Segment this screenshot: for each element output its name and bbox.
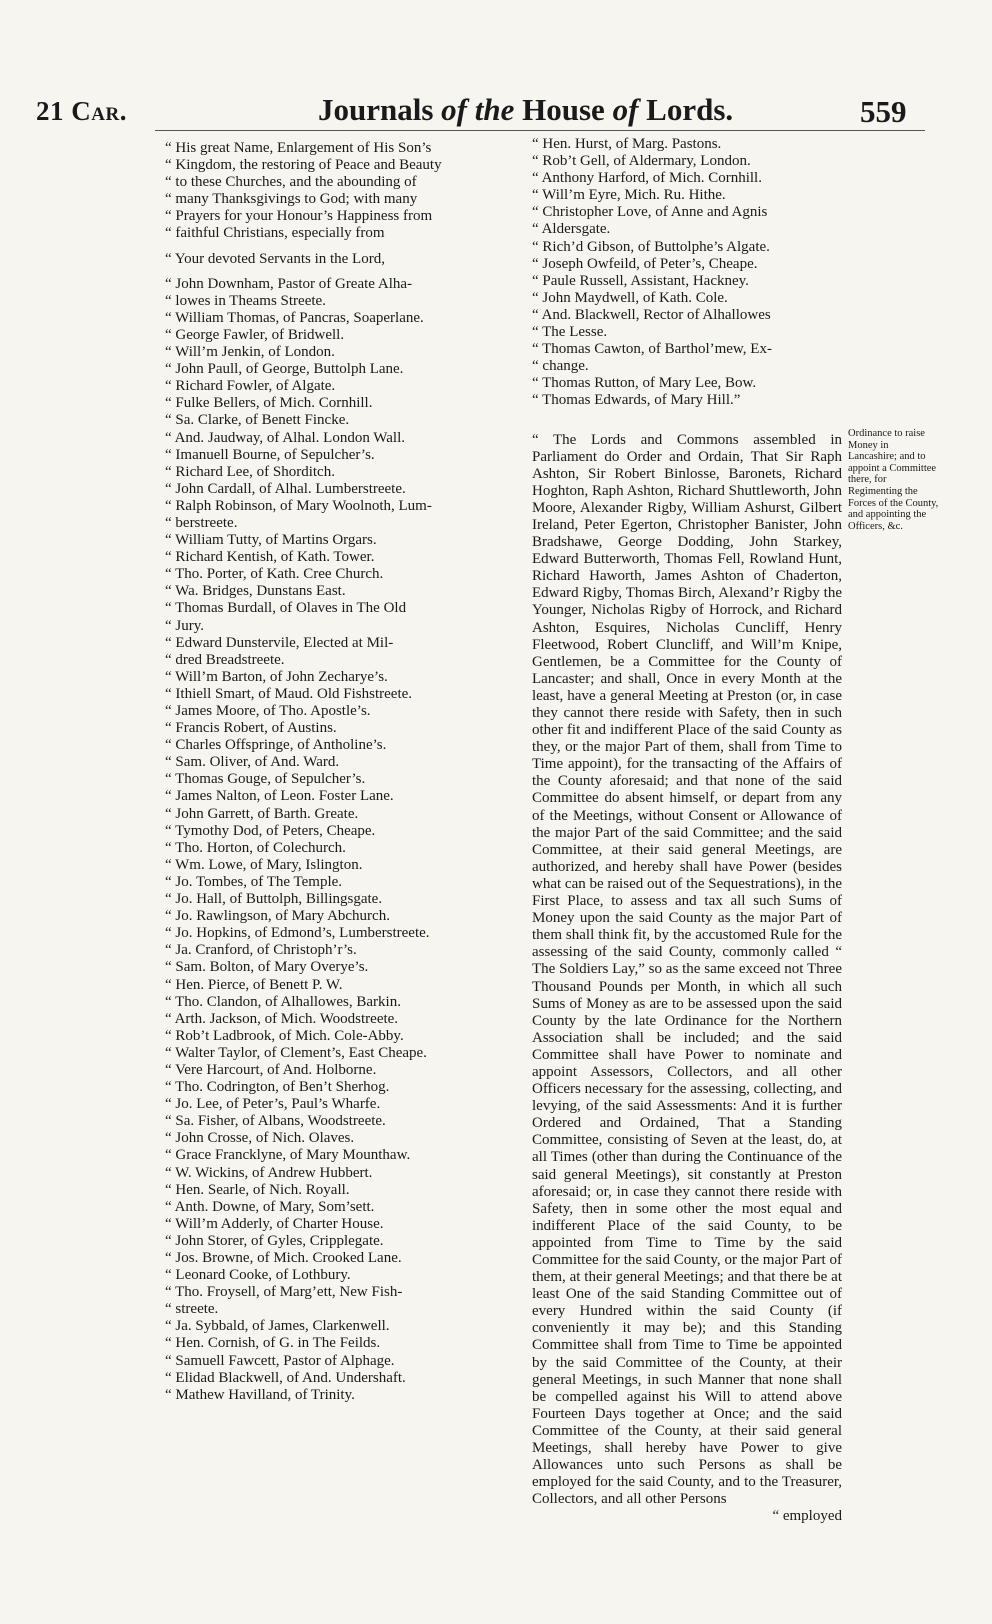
signatory-line: “ William Thomas, of Pancras, Soaperlane. (165, 309, 424, 326)
spacer (532, 410, 842, 432)
signatory-line: “ Jos. Browne, of Mich. Crooked Lane. (165, 1250, 402, 1266)
signatory-line: “ Will’m Jenkin, of London. (165, 344, 335, 361)
signatory-line: “ Fulke Bellers, of Mich. Cornhill. (165, 395, 373, 412)
signatory-line: “ And. Blackwell, Rector of Alhallowes (532, 306, 771, 323)
signatory-line: “ Hen. Hurst, of Marg. Pastons. (532, 136, 722, 152)
signatory-line: “ Tho. Codrington, of Ben’t Sherhog. (165, 1079, 390, 1096)
signatory-line: “ John Maydwell, of Kath. Cole. (532, 289, 728, 306)
signatory-line: “ Hen. Cornish, of G. in The Feilds. (165, 1335, 381, 1352)
signatory-line: “ W. Wickins, of Andrew Hubbert. (165, 1164, 373, 1181)
signatory-line: “ dred Breadstreete. (165, 651, 285, 668)
signatory-line: “ Ja. Sybbald, of James, Clarkenwell. (165, 1318, 390, 1335)
signatory-line: “ Sam. Oliver, of And. Ward. (165, 754, 340, 771)
signatory-line: “ Thomas Edwards, of Mary Hill.” (532, 392, 741, 409)
running-title-the: the (474, 92, 515, 127)
signatory-line: “ Walter Taylor, of Clement’s, East Cheape. (165, 1044, 427, 1061)
signatory-line: “ Thomas Gouge, of Sepulcher’s. (165, 771, 366, 788)
signatory-line: “ Jo. Tombes, of The Temple. (165, 873, 343, 890)
signatory-line: “ berstreete. (165, 514, 238, 531)
running-title-lords: Lords. (646, 92, 734, 127)
signatory-line: “ Sam. Bolton, of Mary Overye’s. (165, 959, 369, 976)
signatory-line: “ Paule Russell, Assistant, Hackney. (532, 272, 749, 289)
signatory-line: “ Grace Francklyne, of Mary Mounthaw. (165, 1147, 411, 1164)
signatory-line: “ John Crosse, of Nich. Olaves. (165, 1130, 355, 1147)
signatory-line: “ lowes in Theams Streete. (165, 292, 326, 309)
signatory-line: “ Rob’t Ladbrook, of Mich. Cole-Abby. (165, 1027, 404, 1044)
running-title (318, 92, 733, 128)
running-title-of-2: of (612, 92, 639, 127)
signatory-line: “ Jo. Hall, of Buttolph, Billingsgate. (165, 891, 383, 908)
signatory-line: “ John Downham, Pastor of Greate Alha- (165, 275, 413, 292)
ordinance-paragraph: “ The Lords and Commons assembled in Parliament do Order and Ordain, That Sir Raph Ashton, Sir Robert Binlosse, Baronets, Richard Hoghton, Raph Ashton, Richard Shuttleworth, John Moore, Alexander Rigby, William Ashurst, Gilbert Ireland, Peter Egerton, Christopher Banister, John Bradshawe, George Dodding, John Starkey, Edward Butterworth, Thomas Fell, Rowland Hunt, Richard Haworth, James Ashton of Chaderton, Edward Rigby, Thomas Birch, Alexand’r Rigby the Younger, Nicholas Rigby of Horrock, and Richard Ashton, Esquires, Nicholas Cuncliff, Henry Fleetwood, Robert Cluncliff, and Will’m Knipe, Gentlemen, be a Committee for the County of Lancaster; and shall, Once in every Month at the least, have a general Meeting at Preston (or, in case they cannot there reside with Safety, then in such other fit and indifferent Place of the said County as they, or the major Part of them, shall from Time to Time appoint), for the transacting of the Affairs of the County aforesaid; and that none of the said Committee do absent himself, or depart from any of the Meetings, without Consent or Allowance of the major Part of the said Committee; and the said Committee, at their said general Meetings, are authorized, and hereby shall have Power (besides what can be raised out of the Sequestrations), in the First Place, to assess and tax all such Sums of Money upon the said County as the major Part of them shall think fit, by the accustomed Rule for the assessing of the said County, commonly called “ The Soldiers Lay,” so as the same exceed not Three Thousand Pounds per Month, in which all such Sums of Money as are to be assessed upon the said County by the late Ordinance for the Northern Association shall be included; and the said Committee shall have Power to nominate and appoint Assessors, Collectors, and all other Officers necessary for the assessing, collecting, and levying, of the said Assessments: And it is further Ordered and Ordained, That a Standing Committee, consisting of Seven at the least, do, at all Times (other than during the Continuance of the said general Meetings), sit constantly at Preston aforesaid; or, in case they cannot there reside with Safety, then in some other the most equal and indifferent Place of the said County, to be appointed from Time to Time by the said Committee for the said County, or the major Part of them, at their general Meetings; and that there be at least One of the said Standing Committee out of every Hundred within the said County (if conveniently it may be); and this Standing Committee shall from Time to Time be appointed by the said Committee of the County, at their general Meetings, in such Manner that none shall be compelled against his Will to attend above Fourteen Days together at Once; and the said Committee of the County, at their said general Meetings, shall hereby have Power to give Allowances unto such Persons as shall be employed for the said County, and to the Treasurer, Collectors, and all other Persons (532, 431, 842, 1508)
signatory-line: “ James Nalton, of Leon. Foster Lane. (165, 788, 394, 805)
salutation-line: “ Your devoted Servants in the Lord, (165, 250, 385, 267)
signatory-line: “ Edward Dunstervile, Elected at Mil- (165, 634, 394, 651)
signatory-line: “ Rich’d Gibson, of Buttolphe’s Algate. (532, 238, 770, 255)
signatory-line: “ The Lesse. (532, 324, 608, 341)
signatory-line: “ Will’m Eyre, Mich. Ru. Hithe. (532, 187, 726, 204)
signatory-line: “ John Cardall, of Alhal. Lumberstreete. (165, 480, 406, 497)
intro-line: “ His great Name, Enlargement of His Son’s (165, 140, 432, 156)
signatory-line: “ Aldersgate. (532, 221, 611, 238)
right-signatory-list (532, 136, 842, 410)
signatory-line: “ Tymothy Dod, of Peters, Cheape. (165, 822, 376, 839)
intro-line: “ faithful Christians, especially from (165, 225, 385, 242)
signatory-line: “ Jo. Lee, of Peter’s, Paul’s Wharfe. (165, 1096, 381, 1113)
signatory-line: “ Vere Harcourt, of And. Holborne. (165, 1061, 377, 1078)
signatory-line: “ Tho. Porter, of Kath. Cree Church. (165, 566, 384, 583)
running-title-of: of (441, 92, 467, 127)
signatory-line: “ Richard Fowler, of Algate. (165, 378, 336, 395)
signatory-line: “ Thomas Cawton, of Barthol’mew, Ex- (532, 341, 772, 358)
signatory-line: “ Samuell Fawcett, Pastor of Alphage. (165, 1352, 395, 1369)
signatory-line: “ Francis Robert, of Austins. (165, 720, 337, 737)
running-title-house: House (522, 92, 605, 127)
regnal-year-header: 21 Car. (36, 96, 127, 126)
signatory-line: “ Ja. Cranford, of Christoph’r’s. (165, 942, 357, 959)
signatory-line: “ Tho. Froysell, of Marg’ett, New Fish- (165, 1284, 403, 1301)
signatory-line: “ Ithiell Smart, of Maud. Old Fishstreete. (165, 685, 413, 702)
signatory-line: “ Mathew Havilland, of Trinity. (165, 1386, 355, 1403)
signatory-line: “ Richard Lee, of Shorditch. (165, 463, 335, 480)
signatory-line: “ Joseph Owfeild, of Peter’s, Cheape. (532, 255, 758, 272)
signatory-line: “ Arth. Jackson, of Mich. Woodstreete. (165, 1010, 399, 1027)
signatory-line: “ Thomas Burdall, of Olaves in The Old (165, 600, 407, 617)
spacer (165, 243, 485, 251)
intro-line: “ to these Churches, and the abounding of (165, 174, 417, 191)
signatory-line: “ Sa. Clarke, of Benett Fincke. (165, 412, 350, 429)
signatory-line: “ Christopher Love, of Anne and Agnis (532, 204, 768, 221)
signatory-line: “ Imanuell Bourne, of Sepulcher’s. (165, 446, 375, 463)
left-column (165, 140, 485, 1404)
right-column (532, 136, 842, 1526)
catchword: “ employed (772, 1508, 842, 1525)
signatory-line: “ Wm. Lowe, of Mary, Islington. (165, 856, 363, 873)
signatory-line: “ Jo. Rawlingson, of Mary Abchurch. (165, 908, 390, 925)
running-title-journals: Journals (318, 92, 434, 127)
signatory-line: “ streete. (165, 1301, 219, 1318)
signatory-line: “ Tho. Clandon, of Alhallowes, Barkin. (165, 993, 401, 1010)
signatory-line: “ William Tutty, of Martins Orgars. (165, 532, 377, 549)
left-signatory-list (165, 276, 485, 1404)
signatory-line: “ Hen. Searle, of Nich. Royall. (165, 1181, 350, 1198)
signatory-line: “ change. (532, 358, 589, 375)
margin-note: Ordinance to raise Money in Lancashire; and to appoint a Committee there, for Regimenting the Forces of the County, and appointing the Officers, &c. (848, 428, 939, 532)
left-intro-block (165, 140, 485, 243)
signatory-line: “ Tho. Horton, of Colechurch. (165, 839, 346, 856)
signatory-line: “ Ralph Robinson, of Mary Woolnoth, Lum- (165, 497, 432, 514)
signatory-line: “ Thomas Rutton, of Mary Lee, Bow. (532, 375, 757, 392)
header-rule (155, 130, 925, 131)
signatory-line: “ John Paull, of George, Buttolph Lane. (165, 361, 404, 378)
intro-line: “ Prayers for your Honour’s Happiness from (165, 208, 433, 225)
signatory-line: “ John Garrett, of Barth. Greate. (165, 805, 359, 822)
signatory-line: “ George Fawler, of Bridwell. (165, 326, 345, 343)
signatory-line: “ James Moore, of Tho. Apostle’s. (165, 703, 371, 719)
signatory-line: “ John Storer, of Gyles, Cripplegate. (165, 1232, 384, 1249)
signatory-line: “ Hen. Pierce, of Benett P. W. (165, 976, 343, 993)
signatory-line: “ Sa. Fisher, of Albans, Woodstreete. (165, 1113, 386, 1130)
intro-line: “ many Thanksgivings to God; with many (165, 191, 418, 208)
spacer (165, 268, 485, 276)
intro-line: “ Kingdom, the restoring of Peace and Beauty (165, 157, 442, 174)
signatory-line: “ Wa. Bridges, Dunstans East. (165, 583, 346, 600)
signatory-line: “ Jo. Hopkins, of Edmond’s, Lumberstreete. (165, 925, 430, 942)
signatory-line: “ Will’m Adderly, of Charter House. (165, 1215, 384, 1232)
signatory-line: “ Charles Offspringe, of Antholine’s. (165, 737, 387, 754)
signatory-line: “ Anthony Harford, of Mich. Cornhill. (532, 170, 762, 187)
signatory-line: “ Anth. Downe, of Mary, Som’sett. (165, 1198, 375, 1215)
signatory-line: “ Leonard Cooke, of Lothbury. (165, 1267, 351, 1284)
signatory-line: “ Richard Kentish, of Kath. Tower. (165, 549, 375, 566)
signatory-line: “ Rob’t Gell, of Aldermary, London. (532, 153, 751, 170)
page-number: 559 (860, 94, 907, 129)
signatory-line: “ And. Jaudway, of Alhal. London Wall. (165, 429, 406, 446)
signatory-line: “ Jury. (165, 617, 205, 634)
signatory-line: “ Elidad Blackwell, of And. Undershaft. (165, 1369, 406, 1386)
signatory-line: “ Will’m Barton, of John Zecharye’s. (165, 668, 388, 685)
